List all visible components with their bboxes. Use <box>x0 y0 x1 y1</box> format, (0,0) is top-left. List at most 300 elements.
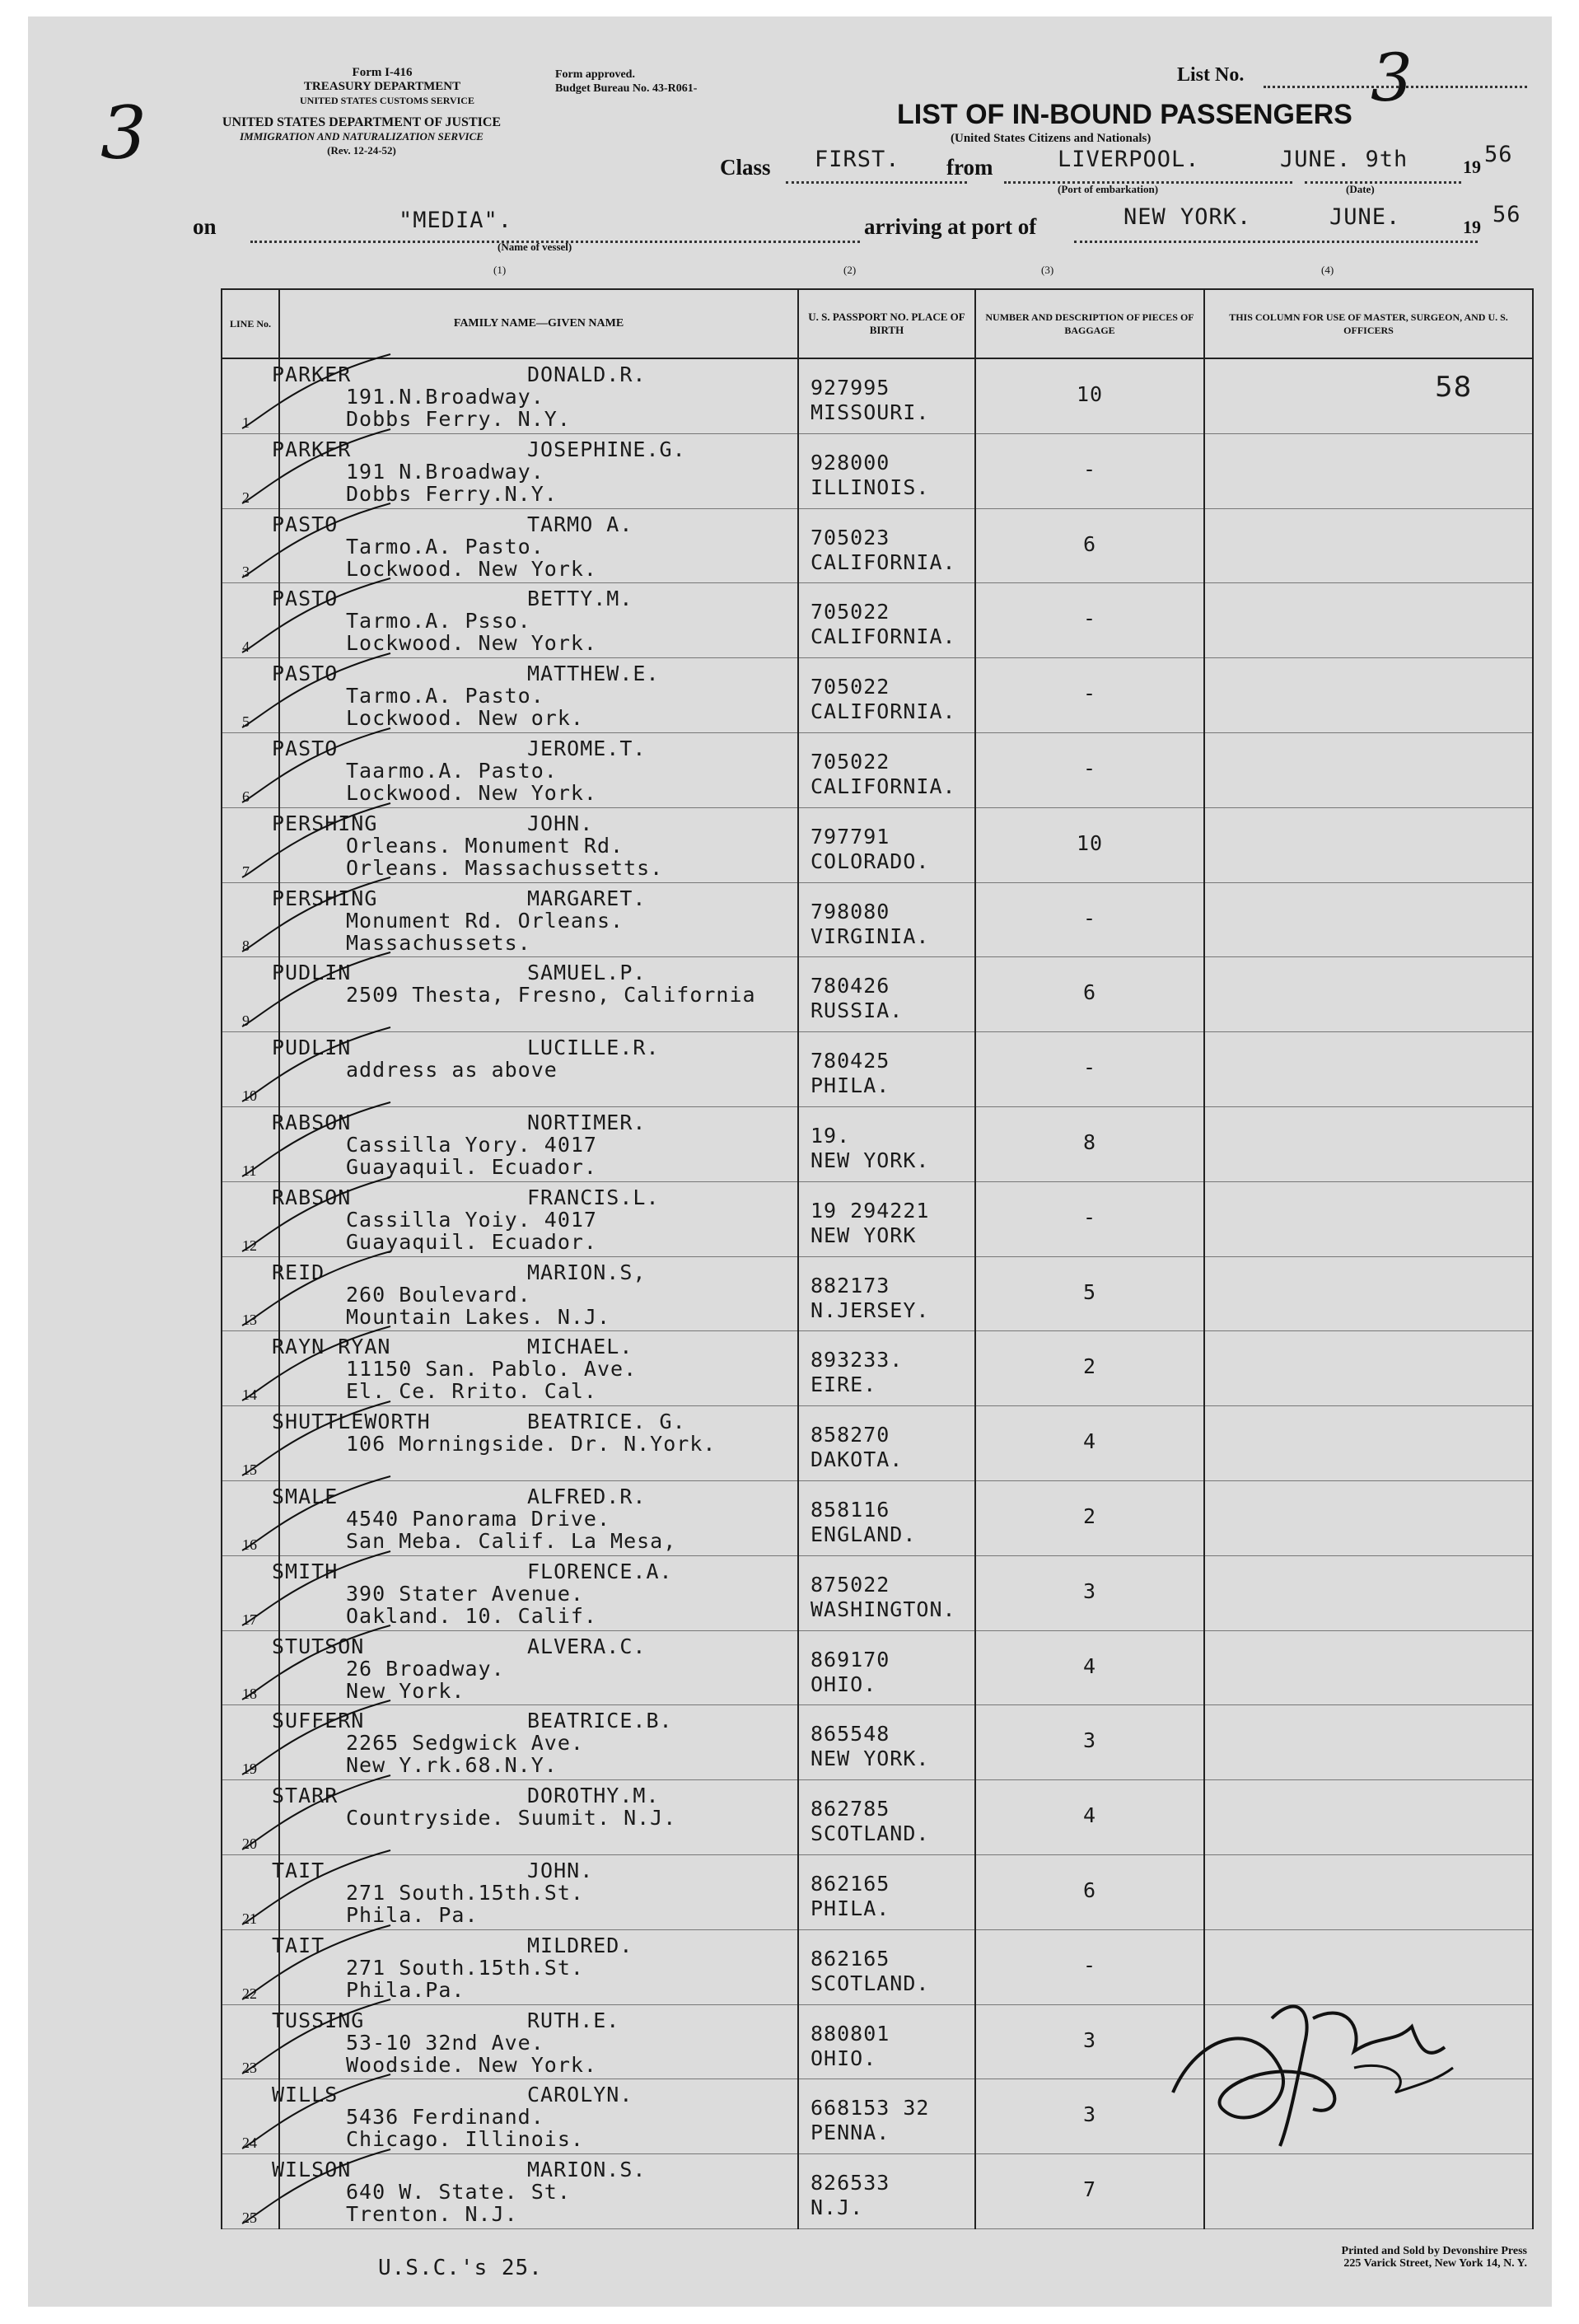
family-name: STUTSON <box>272 1634 365 1658</box>
baggage-count: - <box>1082 456 1097 481</box>
from-label: from <box>946 155 993 180</box>
given-name: FLORENCE.A. <box>527 1559 673 1583</box>
list-no-value: 3 <box>1371 40 1413 116</box>
baggage-count: 10 <box>1076 830 1104 855</box>
given-name: BETTY.M. <box>527 587 633 611</box>
address-line-2: Lockwood. New ork. <box>346 706 584 731</box>
place-of-birth: EIRE. <box>811 1372 877 1397</box>
name-cell <box>272 1480 798 1555</box>
line-cell <box>222 1480 279 1555</box>
given-name: LUCILLE.R. <box>527 1036 660 1060</box>
passport-cell <box>798 2004 975 2079</box>
address-line-1: Tarmo.A. Pasto. <box>346 684 544 708</box>
name-cell <box>272 358 798 433</box>
given-name: TARMO A. <box>527 512 633 536</box>
passport-cell <box>798 583 975 658</box>
name-cell <box>272 433 798 508</box>
officer-cell <box>1204 1256 1533 1331</box>
baggage-cell <box>975 433 1204 508</box>
class-line <box>786 181 967 184</box>
passport-cell <box>798 1032 975 1107</box>
passport-cell <box>798 957 975 1032</box>
baggage-count: 5 <box>1082 1279 1097 1304</box>
address-line-1: Cassilla Yoiy. 4017 <box>346 1207 597 1232</box>
baggage-count: 3 <box>1082 2027 1097 2052</box>
class-value: FIRST. <box>815 147 900 172</box>
given-name: JOHN. <box>527 811 594 835</box>
name-cell <box>272 583 798 658</box>
line-cell <box>222 508 279 583</box>
table-row <box>222 1256 1533 1331</box>
line-cell <box>222 882 279 957</box>
table-row <box>222 1555 1533 1630</box>
address-line-1: Cassilla Yory. 4017 <box>346 1132 597 1157</box>
col-num-2: (2) <box>843 264 857 276</box>
from-value: LIVERPOOL. <box>1058 147 1200 172</box>
passport-number: 19 294221 <box>811 1198 930 1223</box>
family-name: TAIT <box>272 1858 325 1882</box>
baggage-cell <box>975 1181 1204 1256</box>
given-name: JOSEPHINE.G. <box>527 437 686 461</box>
baggage-count: 6 <box>1082 531 1097 556</box>
passport-cell <box>798 1705 975 1780</box>
address-line-2: Lockwood. New York. <box>346 556 597 581</box>
address-line-1: 53-10 32nd Ave. <box>346 2030 544 2055</box>
family-name: PUDLIN <box>272 961 352 985</box>
address-line-1: 2265 Sedgwick Ave. <box>346 1731 584 1756</box>
officer-cell <box>1204 2154 1533 2229</box>
passport-number: 858270 <box>811 1423 890 1447</box>
address-line-1: 11150 San. Pablo. Ave. <box>346 1357 638 1382</box>
officer-cell <box>1204 583 1533 658</box>
line-number: 19 <box>242 1761 257 1778</box>
address-line-1: address as above <box>346 1058 558 1083</box>
family-name: REID <box>272 1260 325 1284</box>
given-name: NORTIMER. <box>527 1110 647 1134</box>
place-of-birth: ENGLAND. <box>811 1522 917 1546</box>
line-number: 25 <box>242 2209 257 2226</box>
given-name: JEROME.T. <box>527 736 647 760</box>
baggage-cell <box>975 1032 1204 1107</box>
given-name: ALVERA.C. <box>527 1634 647 1658</box>
table-row <box>222 358 1533 433</box>
baggage-cell <box>975 1854 1204 1929</box>
footer-left: U.S.C.'s 25. <box>378 2256 543 2280</box>
table-row <box>222 807 1533 882</box>
baggage-cell <box>975 732 1204 807</box>
officer-cell <box>1204 1780 1533 1855</box>
col-header-passport: U. S. PASSPORT NO. PLACE OF BIRTH <box>798 289 975 358</box>
family-name: STARR <box>272 1784 339 1808</box>
baggage-cell <box>975 1106 1204 1181</box>
address-line-1: 271 South.15th.St. <box>346 1955 584 1980</box>
arrival-port-line <box>1074 241 1478 243</box>
officer-cell <box>1204 1032 1533 1107</box>
line-cell <box>222 1256 279 1331</box>
baggage-count: 4 <box>1082 1429 1097 1454</box>
given-name: RUTH.E. <box>527 2008 620 2032</box>
line-number: 10 <box>242 1087 257 1104</box>
place-of-birth: MISSOURI. <box>811 400 930 424</box>
col-num-4: (4) <box>1321 264 1334 276</box>
margin-mark: 3 <box>100 91 147 175</box>
line-cell <box>222 1032 279 1107</box>
officer-cell <box>1204 1406 1533 1481</box>
table-row <box>222 433 1533 508</box>
baggage-count: - <box>1082 905 1097 930</box>
family-name: SMALE <box>272 1484 339 1508</box>
name-cell <box>272 1406 798 1481</box>
passport-number: 893233. <box>811 1348 904 1372</box>
passport-cell <box>798 358 975 433</box>
place-of-birth: SCOTLAND. <box>811 1821 930 1846</box>
passport-number: 797791 <box>811 824 890 849</box>
arriving-label: arriving at port of <box>864 214 1037 239</box>
place-of-birth: NEW YORK. <box>811 1148 930 1172</box>
family-name: PARKER <box>272 437 352 461</box>
passport-cell <box>798 807 975 882</box>
passport-cell <box>798 1630 975 1705</box>
address-line-1: 271 South.15th.St. <box>346 1880 584 1905</box>
passport-number: 858116 <box>811 1497 890 1522</box>
passport-cell <box>798 1181 975 1256</box>
officer-cell <box>1204 433 1533 508</box>
address-line-1: 390 Stater Avenue. <box>346 1581 584 1606</box>
line-number: 16 <box>242 1536 257 1553</box>
table-header-row <box>222 289 1533 358</box>
line-cell <box>222 1705 279 1780</box>
name-cell <box>272 1555 798 1630</box>
line-cell <box>222 732 279 807</box>
place-of-birth: NEW YORK. <box>811 1747 930 1771</box>
line-cell <box>222 807 279 882</box>
name-cell <box>272 732 798 807</box>
given-name: FRANCIS.L. <box>527 1185 660 1209</box>
name-cell <box>272 1929 798 2004</box>
address-line-2: Oakland. 10. Calif. <box>346 1603 597 1628</box>
name-cell <box>272 658 798 733</box>
footer-right: Printed and Sold by Devonshire Press 225 Varick Street, New York 14, N. Y. <box>1341 2245 1527 2270</box>
address-line-1: Tarmo.A. Pasto. <box>346 534 544 559</box>
vessel-caption: (Name of vessel) <box>498 241 572 253</box>
passport-cell <box>798 1854 975 1929</box>
port-embark-caption: (Port of embarkation) <box>1058 183 1159 195</box>
baggage-cell <box>975 358 1204 433</box>
passport-cell <box>798 1106 975 1181</box>
vessel-value: "MEDIA". <box>399 208 513 233</box>
baggage-cell <box>975 882 1204 957</box>
passport-number: 780425 <box>811 1049 890 1073</box>
line-number: 8 <box>242 938 250 955</box>
family-name: TUSSING <box>272 2008 365 2032</box>
baggage-cell <box>975 1780 1204 1855</box>
line-number: 6 <box>242 788 250 805</box>
line-cell <box>222 583 279 658</box>
family-name: PASTO <box>272 587 339 611</box>
given-name: DOROTHY.M. <box>527 1784 660 1808</box>
family-name: TAIT <box>272 1933 325 1957</box>
address-line-2: San Meba. Calif. La Mesa, <box>346 1528 677 1553</box>
address-line-2: Phila.Pa. <box>346 1977 465 2002</box>
line-cell <box>222 1854 279 1929</box>
baggage-count: 2 <box>1082 1354 1097 1379</box>
address-line-2: Chicago. Illinois. <box>346 2127 584 2152</box>
name-cell <box>272 957 798 1032</box>
line-cell <box>222 1106 279 1181</box>
given-name: BEATRICE. G. <box>527 1410 686 1434</box>
table-row <box>222 2154 1533 2229</box>
place-of-birth: OHIO. <box>811 2046 877 2070</box>
baggage-count: 4 <box>1082 1803 1097 1828</box>
name-cell <box>272 1331 798 1406</box>
baggage-cell <box>975 1480 1204 1555</box>
given-name: MARGARET. <box>527 886 647 910</box>
baggage-cell <box>975 1705 1204 1780</box>
place-of-birth: COLORADO. <box>811 849 930 873</box>
address-line-1: 640 W. State. St. <box>346 2180 571 2205</box>
given-name: MARION.S, <box>527 1260 647 1284</box>
col-header-officers: THIS COLUMN FOR USE OF MASTER, SURGEON, AND U. S. OFFICERS <box>1204 289 1533 358</box>
baggage-count: 6 <box>1082 980 1097 1005</box>
officer-cell <box>1204 1181 1533 1256</box>
col-header-baggage: NUMBER AND DESCRIPTION OF PIECES OF BAGGAGE <box>975 289 1204 358</box>
line-cell <box>222 2154 279 2229</box>
family-name: SHUTTLEWORTH <box>272 1410 431 1434</box>
address-line-2: Dobbs Ferry.N.Y. <box>346 481 558 506</box>
place-of-birth: CALIFORNIA. <box>811 699 956 724</box>
address-line-2: Dobbs Ferry. N.Y. <box>346 407 571 431</box>
name-cell <box>272 1181 798 1256</box>
officer-cell <box>1204 957 1533 1032</box>
line-cell <box>222 1929 279 2004</box>
passport-cell <box>798 433 975 508</box>
passport-number: 869170 <box>811 1647 890 1672</box>
family-name: PUDLIN <box>272 1036 352 1060</box>
passport-number: 928000 <box>811 450 890 475</box>
passport-number: 705023 <box>811 525 890 549</box>
baggage-cell <box>975 1555 1204 1630</box>
name-cell <box>272 1106 798 1181</box>
passport-cell <box>798 658 975 733</box>
on-label: on <box>193 214 217 239</box>
date-line <box>1305 181 1461 184</box>
passport-cell <box>798 508 975 583</box>
address-line-2: Woodside. New York. <box>346 2052 597 2077</box>
name-cell <box>272 1032 798 1107</box>
address-line-2: Orleans. Massachussetts. <box>346 855 664 880</box>
family-name: PASTO <box>272 736 339 760</box>
officer-signature <box>1148 1969 1478 2158</box>
line-cell <box>222 433 279 508</box>
name-cell <box>272 807 798 882</box>
place-of-birth: NEW YORK <box>811 1223 917 1247</box>
address-line-2: Lockwood. New York. <box>346 780 597 805</box>
col-num-1: (1) <box>493 264 507 276</box>
given-name: JOHN. <box>527 1858 594 1882</box>
baggage-count: - <box>1082 1952 1097 1977</box>
name-cell <box>272 2154 798 2229</box>
given-name: CAROLYN. <box>527 2083 633 2107</box>
baggage-count: - <box>1082 1055 1097 1080</box>
passport-cell <box>798 2079 975 2154</box>
passport-number: 875022 <box>811 1572 890 1597</box>
place-of-birth: CALIFORNIA. <box>811 624 956 649</box>
given-name: MILDRED. <box>527 1933 633 1957</box>
family-name: RABSON <box>272 1185 352 1209</box>
officer-cell <box>1204 1854 1533 1929</box>
table-row <box>222 957 1533 1032</box>
address-line-1: 260 Boulevard. <box>346 1282 531 1307</box>
family-name: PERSHING <box>272 886 378 910</box>
table-row <box>222 732 1533 807</box>
passport-number: 865548 <box>811 1722 890 1747</box>
address-line-2: Massachussets. <box>346 930 531 955</box>
passport-cell <box>798 1256 975 1331</box>
baggage-count: 4 <box>1082 1653 1097 1678</box>
baggage-count: - <box>1082 681 1097 706</box>
year-prefix: 19 <box>1463 157 1481 177</box>
place-of-birth: CALIFORNIA. <box>811 774 956 798</box>
baggage-cell <box>975 1406 1204 1481</box>
place-of-birth: DAKOTA. <box>811 1447 904 1472</box>
officer-cell <box>1204 658 1533 733</box>
address-line-1: 26 Broadway. <box>346 1656 505 1681</box>
officer-cell <box>1204 1705 1533 1780</box>
line-cell <box>222 2079 279 2154</box>
line-number: 4 <box>242 638 250 656</box>
line-cell <box>222 1555 279 1630</box>
address-line-1: Tarmo.A. Psso. <box>346 609 531 634</box>
baggage-cell <box>975 583 1204 658</box>
officer-cell <box>1204 508 1533 583</box>
address-line-1: Orleans. Monument Rd. <box>346 833 624 858</box>
line-cell <box>222 658 279 733</box>
line-number: 7 <box>242 863 250 880</box>
line-number: 14 <box>242 1386 257 1404</box>
address-line-2: Phila. Pa. <box>346 1902 479 1927</box>
family-name: PARKER <box>272 362 352 386</box>
place-of-birth: PHILA. <box>811 1896 890 1920</box>
year-value: 56 <box>1484 142 1513 167</box>
passport-number: 780426 <box>811 974 890 998</box>
passport-number: 705022 <box>811 675 890 699</box>
address-line-2: El. Ce. Rrito. Cal. <box>346 1379 597 1404</box>
name-cell <box>272 1256 798 1331</box>
line-number: 11 <box>242 1162 257 1179</box>
passport-cell <box>798 1331 975 1406</box>
table-row <box>222 1854 1533 1929</box>
baggage-cell <box>975 2154 1204 2229</box>
baggage-count: 10 <box>1076 382 1104 406</box>
line-number: 15 <box>242 1461 257 1478</box>
line-number: 13 <box>242 1312 257 1329</box>
place-of-birth: SCOTLAND. <box>811 1971 930 1995</box>
passport-number: 826533 <box>811 2171 890 2195</box>
document-sheet <box>28 16 1552 2307</box>
address-line-2: New Y.rk.68.N.Y. <box>346 1753 558 1778</box>
officer-cell <box>1204 1106 1533 1181</box>
baggage-count: 6 <box>1082 1877 1097 1902</box>
officer-cell <box>1204 1331 1533 1406</box>
passport-number: 880801 <box>811 2021 890 2046</box>
place-of-birth: RUSSIA. <box>811 998 904 1023</box>
arrival-port: NEW YORK. <box>1124 204 1252 230</box>
baggage-cell <box>975 1331 1204 1406</box>
date-value: JUNE. 9th <box>1280 147 1408 172</box>
address-line-2: Guayaquil. Ecuador. <box>346 1154 597 1179</box>
passport-number: 705022 <box>811 600 890 624</box>
passport-cell <box>798 2154 975 2229</box>
table-row <box>222 508 1533 583</box>
address-line-2: Lockwood. New York. <box>346 631 597 656</box>
address-line-2: Trenton. N.J. <box>346 2202 518 2227</box>
table-row <box>222 1032 1533 1107</box>
table-row <box>222 1331 1533 1406</box>
place-of-birth: OHIO. <box>811 1672 877 1696</box>
baggage-count: - <box>1082 606 1097 631</box>
address-line-2: Mountain Lakes. N.J. <box>346 1304 611 1329</box>
line-cell <box>222 1780 279 1855</box>
name-cell <box>272 1854 798 1929</box>
passport-cell <box>798 882 975 957</box>
officer-cell <box>1204 882 1533 957</box>
officer-cell <box>1204 807 1533 882</box>
baggage-count: - <box>1082 1204 1097 1229</box>
line-number: 2 <box>242 489 250 506</box>
baggage-count: 8 <box>1082 1129 1097 1154</box>
table-row <box>222 583 1533 658</box>
family-name: SMITH <box>272 1559 339 1583</box>
line-cell <box>222 957 279 1032</box>
passport-number: 668153 32 <box>811 2096 930 2121</box>
form-title: LIST OF IN-BOUND PASSENGERS <box>897 99 1352 130</box>
col-header-line: LINE No. <box>222 289 279 358</box>
place-of-birth: WASHINGTON. <box>811 1597 956 1621</box>
passport-number: 862165 <box>811 1946 890 1971</box>
address-line-1: Countryside. Suumit. N.J. <box>346 1806 677 1831</box>
name-cell <box>272 2079 798 2154</box>
line-number: 5 <box>242 713 250 730</box>
family-name: PERSHING <box>272 811 378 835</box>
given-name: BEATRICE.B. <box>527 1709 673 1733</box>
family-name: SUFFERN <box>272 1709 365 1733</box>
date-caption: (Date) <box>1346 183 1375 195</box>
line-cell <box>222 1331 279 1406</box>
approval-block: Form approved. Budget Bureau No. 43-R061- <box>555 68 698 95</box>
officer-cell <box>1204 732 1533 807</box>
place-of-birth: N.J. <box>811 2195 864 2220</box>
baggage-count: - <box>1082 755 1097 780</box>
table-row <box>222 1181 1533 1256</box>
line-cell <box>222 1406 279 1481</box>
form-subtitle: (United States Citizens and Nationals) <box>951 132 1152 145</box>
passport-cell <box>798 1480 975 1555</box>
name-cell <box>272 508 798 583</box>
place-of-birth: VIRGINIA. <box>811 924 930 948</box>
baggage-cell <box>975 658 1204 733</box>
table-row <box>222 1106 1533 1181</box>
place-of-birth: CALIFORNIA. <box>811 549 956 574</box>
passport-number: 927995 <box>811 376 890 400</box>
family-name: WILSON <box>272 2158 352 2182</box>
officer-cell <box>1204 1555 1533 1630</box>
given-name: MARION.S. <box>527 2158 647 2182</box>
line-cell <box>222 1181 279 1256</box>
passport-number: 19. <box>811 1123 851 1148</box>
year2-value: 56 <box>1493 202 1521 227</box>
line-number: 20 <box>242 1835 257 1852</box>
officer-note: 58 <box>1435 371 1473 404</box>
